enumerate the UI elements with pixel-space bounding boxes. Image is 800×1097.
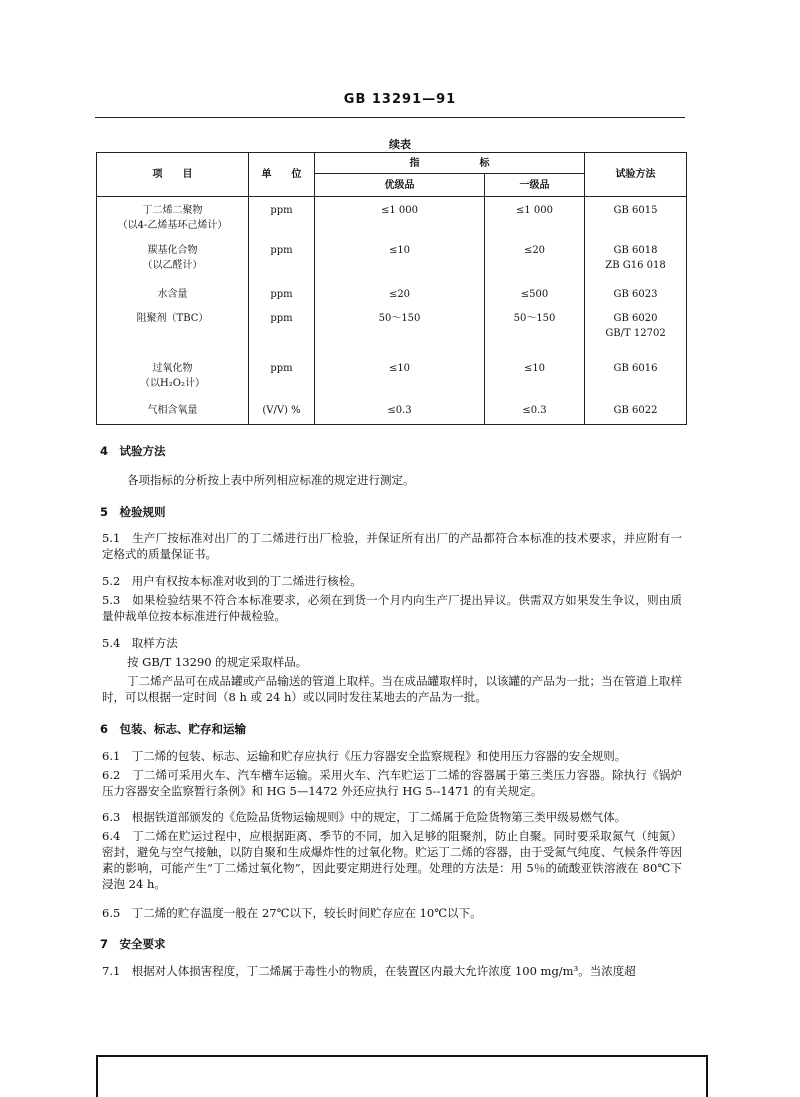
standard-code: GB 13291—91	[343, 92, 457, 107]
table-row	[97, 311, 687, 357]
row-item: 羰基化合物	[147, 244, 198, 256]
row-superior: ≤0.3	[315, 399, 485, 425]
clause-5-1: 5.1 生产厂按标准对出厂的丁二烯进行出厂检验，并保证所有出厂的产品都符合本标准的技术要求，并应附有一定格式的质量保证书。	[102, 531, 682, 561]
row-method: GB 6018	[613, 244, 658, 256]
row-item: 气相含氧量	[97, 399, 249, 425]
row-unit: ppm	[249, 243, 315, 287]
table-row	[97, 287, 687, 311]
row-method-alt: ZB G16 018	[605, 259, 666, 271]
row-method: GB 6022	[585, 399, 687, 425]
section-5-title: 5 检验规则	[100, 505, 166, 519]
row-first: ≤20	[485, 243, 585, 287]
header-first: 一级品	[485, 174, 585, 197]
section-7-title: 7 安全要求	[100, 937, 166, 951]
header-indicator: 指 标	[315, 153, 585, 174]
row-method: GB 6015	[613, 205, 658, 216]
header-item: 项 目	[97, 153, 249, 197]
header-unit: 单 位	[249, 153, 315, 197]
clause-6-2: 6.2 丁二烯可采用火车、汽车槽车运输。采用火车、汽车贮运丁二烯的容器属于第三类压力容器。除执行《锅炉压力容器安全监察暂行条例》和 HG 5—1472 外还应执行 HG 5--1471 的有关规定。	[102, 768, 682, 798]
row-superior: ≤20	[315, 287, 485, 311]
clause-6-4: 6.4 丁二烯在贮运过程中，应根据距离、季节的不同，加入足够的阻聚剂，防止自聚。同时要采取氮气（纯氮）密封，避免与空气接触，以防自聚和生成爆炸性的过氧化物。贮运丁二烯的容器，由于受氮气纯度、气候条件等因素的影响，可能产生“丁二烯过氧化物”，因此要定期进行处理。处理的方法是：用 5％的硫酸亚铁溶液在 80℃下浸泡 24 h。	[102, 829, 682, 891]
clause-5-3: 5.3 如果检验结果不符合本标准要求，必须在到货一个月内向生产厂提出异议。供需双方如果发生争议，则由质量仲裁单位按本标准进行仲裁检验。	[102, 593, 682, 623]
row-method: GB 6016	[585, 357, 687, 399]
section-4-paragraph: 各项指标的分析按上表中所列相应标准的规定进行测定。	[127, 473, 415, 487]
row-method-alt: GB/T 12702	[605, 327, 666, 339]
table-row	[97, 399, 687, 425]
clause-6-5: 6.5 丁二烯的贮存温度一般在 27℃以下，较长时间贮存应在 10℃以下。	[102, 906, 482, 920]
row-item: 丁二烯二聚物	[142, 205, 203, 216]
row-unit: ppm	[249, 357, 315, 399]
spec-table	[96, 152, 687, 425]
table-caption: 续表	[389, 138, 411, 151]
header-method: 试验方法	[585, 153, 687, 197]
table-row	[97, 243, 687, 287]
row-method: GB 6020	[613, 312, 658, 324]
row-unit: (V/V) %	[249, 399, 315, 425]
row-item-note: （以H₂O₂计）	[140, 377, 205, 389]
row-superior: 50～150	[315, 311, 485, 357]
row-item: 水含量	[97, 287, 249, 311]
row-method: GB 6023	[585, 287, 687, 311]
row-first: ≤10	[485, 357, 585, 399]
clause-5-4-a: 按 GB/T 13290 的规定采取样品。	[127, 655, 308, 669]
clause-7-1: 7.1 根据对人体损害程度，丁二烯属于毒性小的物质，在装置区内最大允许浓度 100 mg/m³。当浓度超	[102, 964, 636, 978]
clause-5-4-b: 丁二烯产品可在成品罐或产品输送的管道上取样。当在成品罐取样时，以该罐的产品为一批；当在管道上取样时，可以根据一定时间（8 h 或 24 h）或以同时发往某地去的产品为一批。	[102, 674, 682, 704]
table-row	[97, 197, 687, 243]
row-item: 过氧化物	[152, 362, 193, 374]
row-unit: ppm	[249, 311, 315, 357]
header-superior: 优级品	[315, 174, 485, 197]
row-superior: ≤10	[315, 357, 485, 399]
row-item-note: （以4-乙烯基环己烯计）	[117, 220, 228, 231]
row-first: 50～150	[485, 311, 585, 357]
row-first: ≤1 000	[485, 197, 585, 243]
table-row	[97, 357, 687, 399]
header-rule	[95, 117, 685, 118]
row-superior: ≤1 000	[315, 197, 485, 243]
section-6-title: 6 包装、标志、贮存和运输	[100, 722, 247, 736]
row-first: ≤0.3	[485, 399, 585, 425]
row-item: 阻聚剂（TBC）	[97, 311, 249, 357]
row-item-note: （以乙醛计）	[142, 259, 203, 271]
clause-6-3: 6.3 根据铁道部颁发的《危险品货物运输规则》中的规定，丁二烯属于危险货物第三类甲级易燃气体。	[102, 810, 627, 824]
row-unit: ppm	[249, 287, 315, 311]
clause-5-2: 5.2 用户有权按本标准对收到的丁二烯进行核检。	[102, 574, 362, 588]
row-unit: ppm	[249, 197, 315, 243]
clause-6-1: 6.1 丁二烯的包装、标志、运输和贮存应执行《压力容器安全监察规程》和使用压力容器的安全规则。	[102, 749, 627, 763]
section-4-title: 4 试验方法	[100, 444, 166, 458]
row-superior: ≤10	[315, 243, 485, 287]
clause-5-4: 5.4 取样方法	[102, 636, 178, 650]
row-first: ≤500	[485, 287, 585, 311]
